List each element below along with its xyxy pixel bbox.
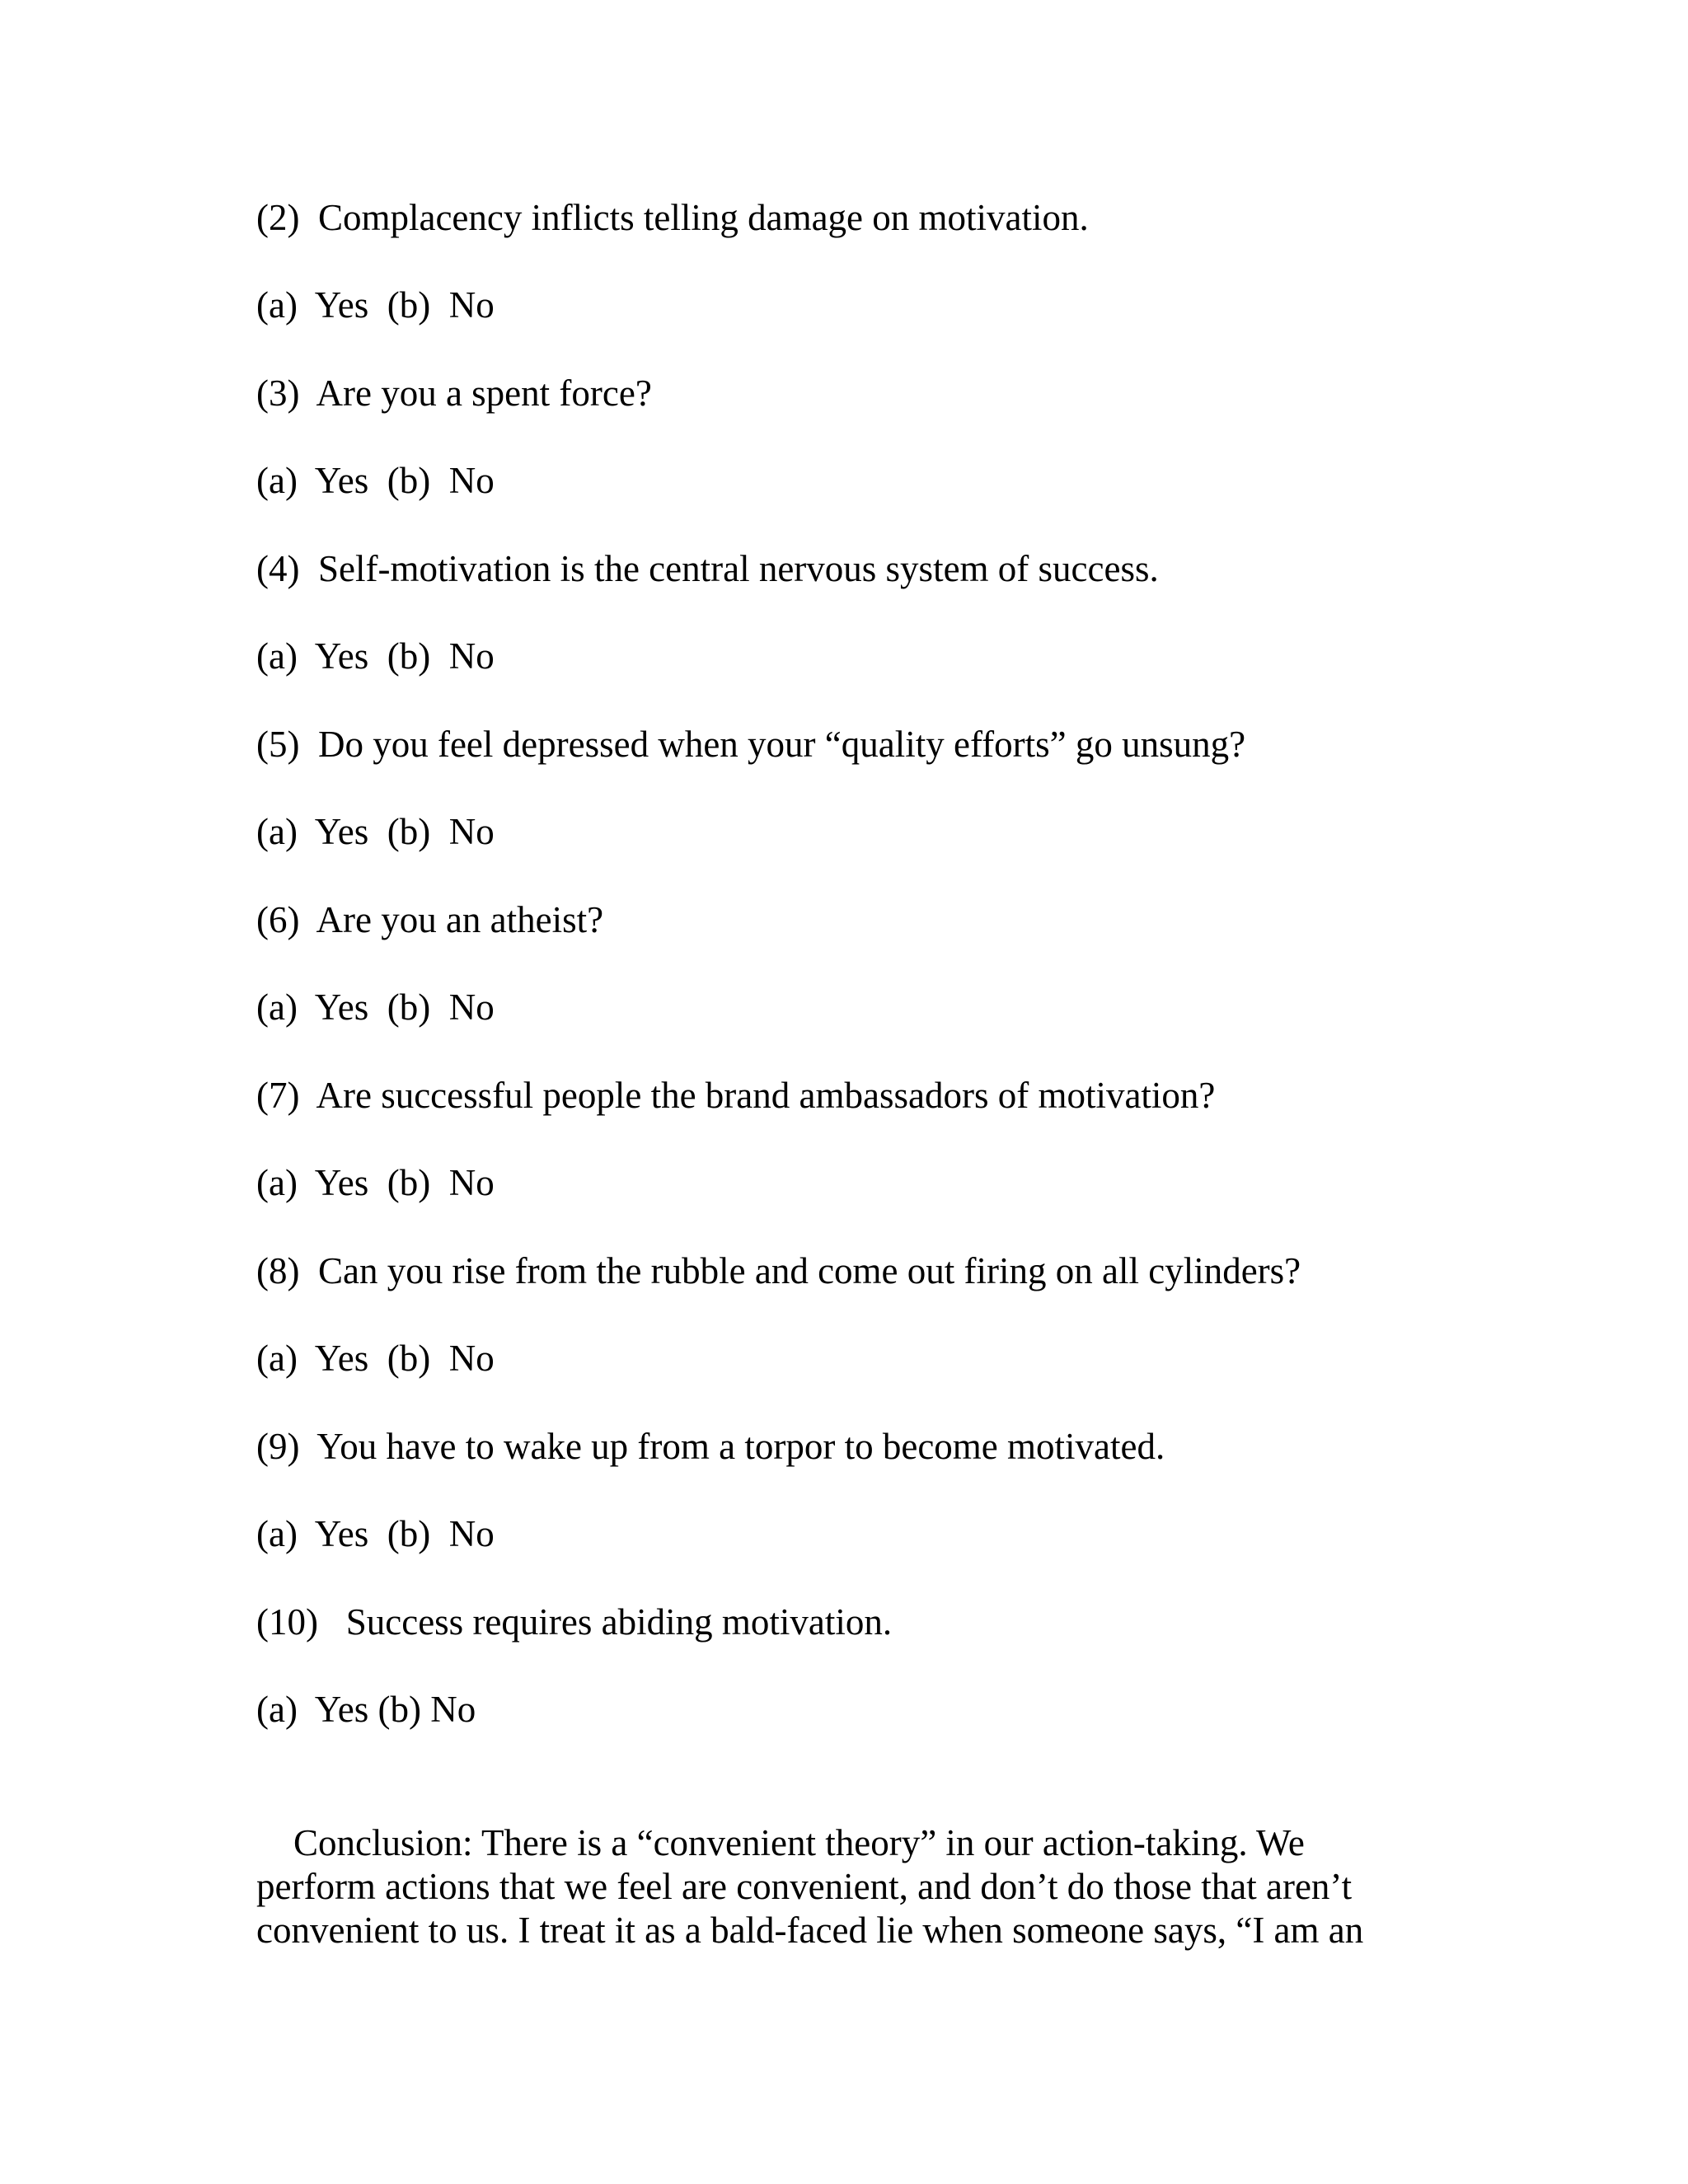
- question-6: (6) Are you an atheist?: [256, 899, 604, 940]
- question-9: (9) You have to wake up from a torpor to become motivated.: [256, 1426, 1165, 1467]
- conclusion-line: Conclusion: There is a “convenient theory” in our action-taking. We: [256, 1822, 1305, 1863]
- answer-options-5: (a) Yes (b) No: [256, 811, 495, 852]
- conclusion-paragraph: [256, 1821, 1427, 1952]
- question-8: (8) Can you rise from the rubble and come out firing on all cylinders?: [256, 1250, 1301, 1291]
- answer-options-4: (a) Yes (b) No: [256, 635, 495, 677]
- answer-options-8: (a) Yes (b) No: [256, 1338, 495, 1379]
- question-3: (3) Are you a spent force?: [256, 373, 652, 414]
- question-4: (4) Self-motivation is the central nervous system of success.: [256, 548, 1159, 589]
- answer-options-10: (a) Yes (b) No: [256, 1689, 476, 1730]
- conclusion-line: convenient to us. I treat it as a bald-faced lie when someone says, “I am an: [256, 1910, 1364, 1951]
- answer-options-3: (a) Yes (b) No: [256, 460, 495, 501]
- answer-options-6: (a) Yes (b) No: [256, 987, 495, 1028]
- answer-options-7: (a) Yes (b) No: [256, 1162, 495, 1203]
- question-5: (5) Do you feel depressed when your “quality efforts” go unsung?: [256, 724, 1246, 765]
- conclusion-line: perform actions that we feel are convenient, and don’t do those that aren’t: [256, 1866, 1353, 1907]
- answer-options-9: (a) Yes (b) No: [256, 1513, 495, 1554]
- question-2: (2) Complacency inflicts telling damage on motivation.: [256, 197, 1089, 238]
- question-7: (7) Are successful people the brand ambassadors of motivation?: [256, 1075, 1216, 1116]
- question-10: (10) Success requires abiding motivation.: [256, 1601, 893, 1643]
- answer-options-2: (a) Yes (b) No: [256, 284, 495, 326]
